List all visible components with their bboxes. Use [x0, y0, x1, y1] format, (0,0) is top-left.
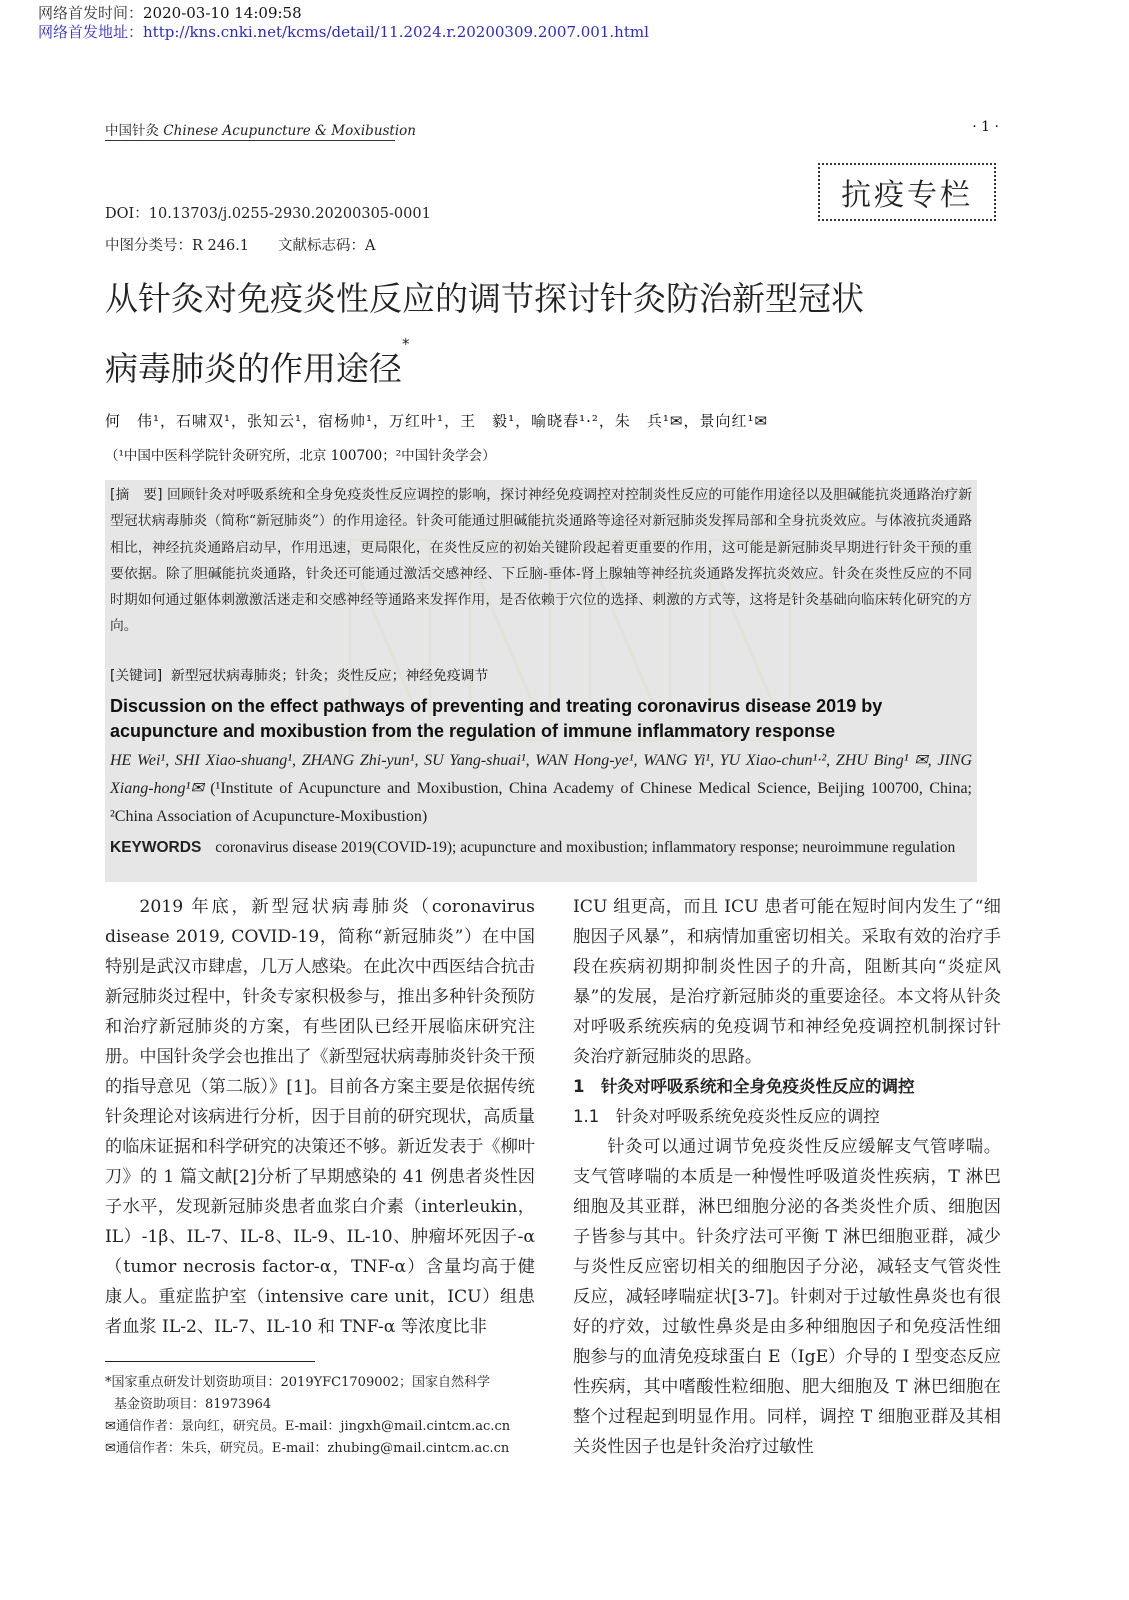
- fund-note: *国家重点研发计划资助项目：2019YFC1709002；国家自然科学: [105, 1375, 491, 1390]
- article-title: [105, 264, 1005, 404]
- title-footnote-mark: *: [402, 335, 410, 353]
- body-paragraph: 针灸可以通过调节免疫炎性反应缓解支气管哮喘。支气管哮喘的本质是一种慢性呼吸道炎性疾病，T 淋巴细胞及其亚群，淋巴细胞分泌的各类炎性介质、细胞因子皆参与其中。针灸疗法可平衡 T 淋巴细胞亚群，减少与炎性反应密切相关的细胞因子分泌，减轻支气管炎性反应，减轻哮喘症状[3-7]。针刺对于过敏性鼻炎也有很好的疗效，过敏性鼻炎是由多种细胞因子和免疫活性细胞参与的血清免疫球蛋白 E（IgE）介导的 Ⅰ 型变态反应性疾病，其中嗜酸性粒细胞、肥大细胞及 T 淋巴细胞在整个过程起到明显作用。同样，调控 T 细胞亚群及其相关炎性因子也是针灸治疗过敏性: [573, 1137, 1001, 1457]
- running-header: 中国针灸 Chinese Acupuncture & Moxibustion: [105, 123, 416, 139]
- affiliation-cn: （¹中国中医科学院针灸研究所，北京 100700；²中国针灸学会）: [105, 448, 496, 464]
- body-right-column: [573, 892, 1001, 1462]
- title-line-1: 从针灸对免疫炎性反应的调节探讨针灸防治新型冠状: [105, 279, 864, 318]
- body-paragraph: 2019 年底，新型冠状病毒肺炎（coronavirus disease 2019, COVID-19，简称“新冠肺炎”）在中国特别是武汉市肆虐，几万人感染。在此次中西医结合抗击新冠肺炎过程中，针灸专家积极参与，推出多种针灸预防和治疗新冠肺炎的方案，有些团队已经开展临床研究注册。中国针灸学会也推出了《新型冠状病毒肺炎针灸干预的指导意见（第二版）》[1]。目前各方案主要是依据传统针灸理论对该病进行分析，因于目前的研究现状，高质量的临床证据和科学研究的决策还不够。新近发表于《柳叶刀》的 1 篇文献[2]分析了早期感染的 41 例患者炎性因子水平，发现新冠肺炎患者血浆白介素（interleukin，IL）-1β、IL-7、IL-8、IL-9、IL-10、肿瘤坏死因子-α（tumor necrosis factor-α，TNF-α）含量均高于健康人。重症监护室（intensive care unit，ICU）组患者血浆 IL-2、IL-7、IL-10 和 TNF-α 等浓度比非: [105, 897, 535, 1337]
- authors-cn: 何 伟¹，石啸双¹，张知云¹，宿杨帅¹，万红叶¹，王 毅¹，喻晓春¹·²，朱 兵¹✉，景向红¹✉: [105, 412, 769, 430]
- body-paragraph: ICU 组更高，而且 ICU 患者可能在短时间内发生了“细胞因子风暴”，和病情加重密切相关。采取有效的治疗手段在疾病初期抑制炎性因子的升高，阻断其向“炎症风暴”的发展，是治疗新冠肺炎的重要途径。本文将从针灸对呼吸系统疾病的免疫调节和神经免疫调控机制探讨针灸治疗新冠肺炎的思路。: [573, 897, 1001, 1067]
- corresponding-author-2: ✉通信作者：朱兵，研究员。E-mail：zhubing@mail.cintcm.ac.cn: [105, 1441, 510, 1456]
- footnotes: [105, 1372, 535, 1460]
- subsection-heading: 1.1 针灸对呼吸系统免疫炎性反应的调控: [573, 1107, 880, 1126]
- english-title: Discussion on the effect pathways of preventing and treating coronavirus disease 2019 by acupuncture and moxibustion from the regulation of immune inflammatory response: [110, 696, 883, 741]
- english-keywords: KEYWORDS coronavirus disease 2019(COVID-19); acupuncture and moxibustion; inflammatory response; neuroimmune regulation: [110, 839, 956, 856]
- classification: 中图分类号：R 246.1 文献标志码：A: [105, 238, 376, 254]
- column-badge: 抗疫专栏: [818, 163, 996, 221]
- abstract-cn: [110, 482, 972, 640]
- abstract-text: 回顾针灸对呼吸系统和全身免疫炎性反应调控的影响，探讨神经免疫调控对控制炎性反应的可能作用途径以及胆碱能抗炎通路治疗新型冠状病毒肺炎（简称“新冠肺炎”）的作用途径。针灸可能通过胆碱能抗炎通路等途径对新冠肺炎发挥局部和全身抗炎效应。与体液抗炎通路相比，神经抗炎通路启动早，作用迅速，更局限化，在炎性反应的初始关键阶段起着更重要的作用，这可能是新冠肺炎早期进行针灸干预的重要依据。除了胆碱能抗炎通路，针灸还可能通过激活交感神经、下丘脑-垂体-肾上腺轴等神经抗炎通路发挥抗炎效应。针灸在炎性反应的不同时期如何通过躯体刺激激活迷走和交感神经等通路来发挥作用，是否依赖于穴位的选择、刺激的方式等，这将是针灸基础向临床转化研究的方向。: [110, 487, 973, 635]
- body-left-column: [105, 892, 535, 1342]
- publish-time: 网络首发时间：2020-03-10 14:09:58: [38, 4, 302, 22]
- fund-note-cont: 基金资助项目：81973964: [114, 1397, 272, 1412]
- keywords-cn: [关键词] 新型冠状病毒肺炎；针灸；炎性反应；神经免疫调节: [110, 668, 489, 684]
- footnote-rule: [105, 1361, 315, 1362]
- header-rule: [105, 140, 395, 141]
- corresponding-author-1: ✉通信作者：景向红，研究员。E-mail：jingxh@mail.cintcm.ac.cn: [105, 1419, 511, 1434]
- doi: DOI：10.13703/j.0255-2930.20200305-0001: [105, 206, 431, 222]
- publish-url[interactable]: 网络首发地址：http://kns.cnki.net/kcms/detail/11.2024.r.20200309.2007.001.html: [38, 23, 649, 41]
- title-line-2: 病毒肺炎的作用途径*: [105, 335, 410, 388]
- page-number: · 1 ·: [972, 119, 999, 135]
- publish-url-link[interactable]: http://kns.cnki.net/kcms/detail/11.2024.r.20200309.2007.001.html: [143, 23, 649, 41]
- abstract-tag: [摘 要]: [110, 487, 163, 503]
- section-heading: 1 针灸对呼吸系统和全身免疫炎性反应的调控: [573, 1077, 915, 1096]
- english-authors: HE Wei¹, SHI Xiao-shuang¹, ZHANG Zhi-yun¹, SU Yang-shuai¹, WAN Hong-ye¹, WANG Yi¹, YU Xiao-chun¹·², ZHU Bing¹ ✉, JING Xiang-hong¹✉ (¹Institute of Acupuncture and Moxibustion, China Academy of Chinese Medical Science, Beijing 100700, China; ²China Association of Acupuncture-Moxibustion): [110, 752, 972, 825]
